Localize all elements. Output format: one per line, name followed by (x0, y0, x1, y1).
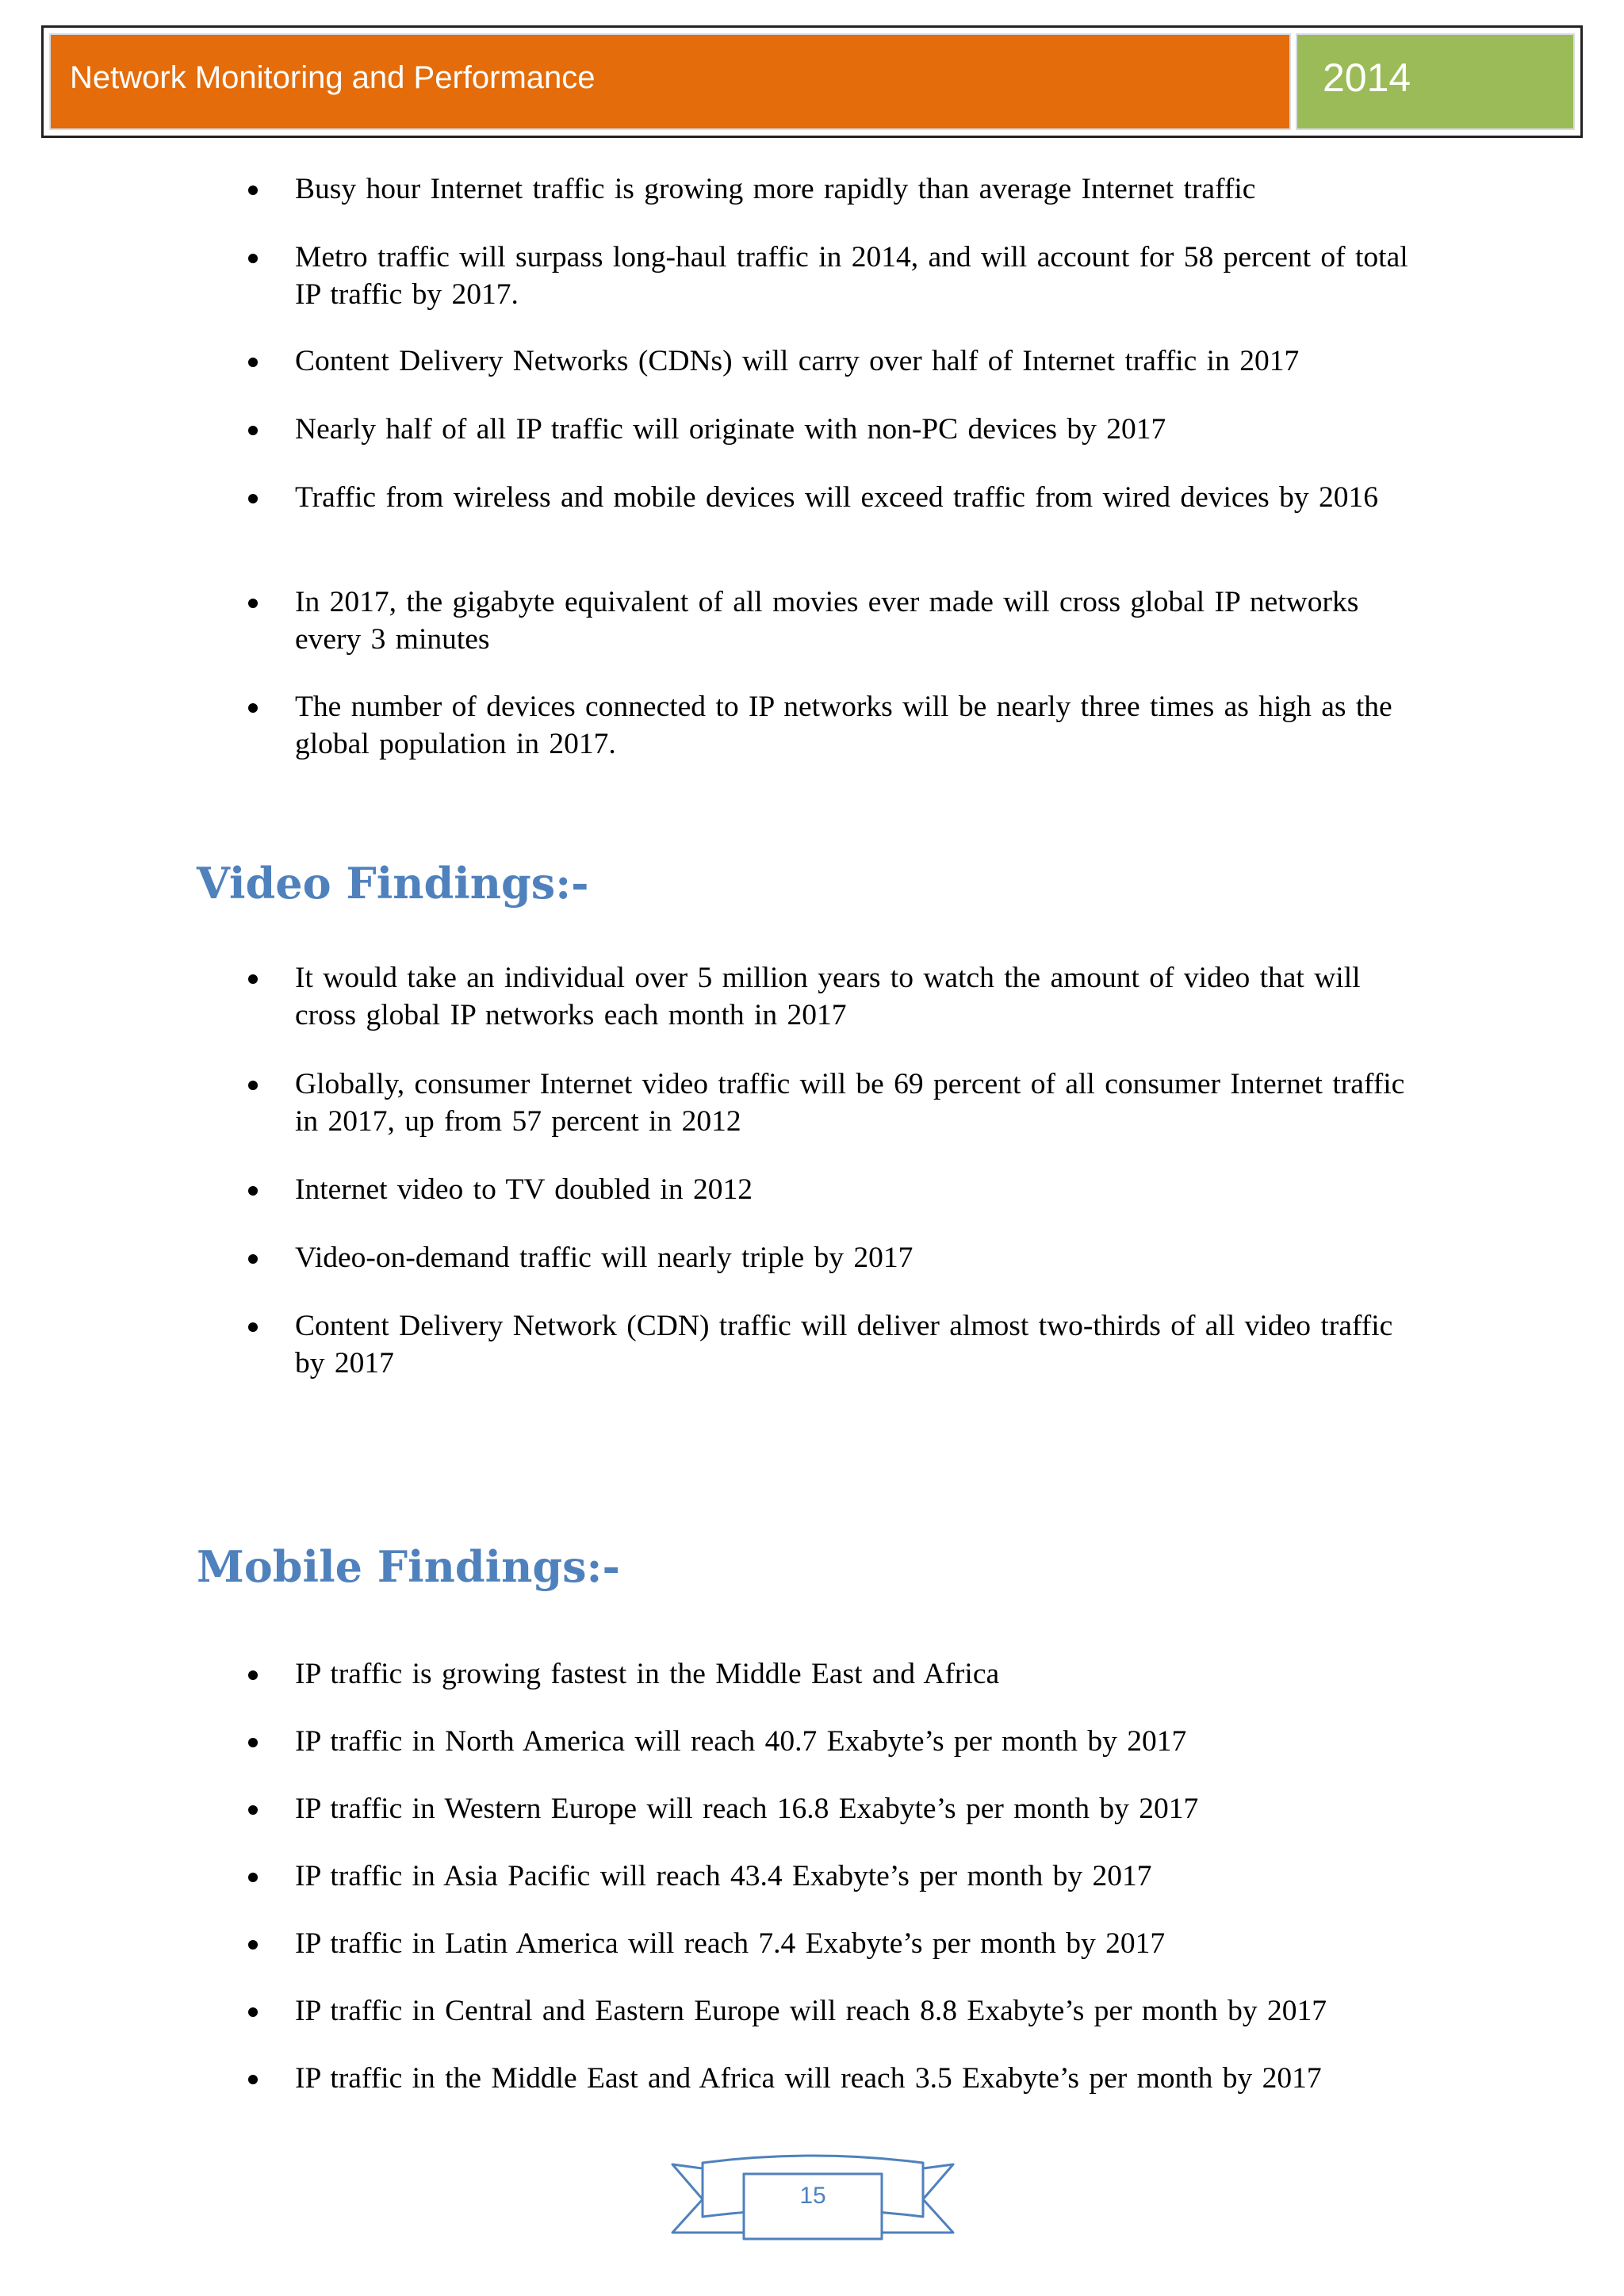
header-year: 2014 (1323, 55, 1411, 100)
list-item: Nearly half of all IP traffic will originate with non-PC devices by 2017 (295, 411, 1429, 448)
list-item: IP traffic in Asia Pacific will reach 43.4 Exabyte’s per month by 2017 (295, 1858, 1429, 1895)
list-item: IP traffic in Latin America will reach 7.4 Exabyte’s per month by 2017 (295, 1925, 1429, 1962)
mobile-findings-heading: Mobile Findings:- (197, 1541, 620, 1592)
list-item: In 2017, the gigabyte equivalent of all movies ever made will cross global IP networks every 3 minutes (295, 584, 1429, 658)
bullet-icon (248, 1805, 258, 1815)
bullet-icon (248, 1254, 258, 1264)
bullet-icon (248, 703, 258, 713)
list-item: IP traffic in North America will reach 40.7 Exabyte’s per month by 2017 (295, 1723, 1429, 1760)
bullet-icon (248, 1186, 258, 1196)
bullet-icon (248, 494, 258, 503)
list-item: Video-on-demand traffic will nearly triple by 2017 (295, 1239, 1429, 1276)
list-item: Globally, consumer Internet video traffic will be 69 percent of all consumer Internet traffic in 2017, up from 57 percent in 2012 (295, 1066, 1429, 1140)
bullet-icon (248, 599, 258, 608)
bullet-icon (248, 1738, 258, 1747)
video-findings-heading: Video Findings:- (197, 858, 589, 909)
list-item: Internet video to TV doubled in 2012 (295, 1171, 1429, 1208)
list-item: IP traffic in the Middle East and Africa will reach 3.5 Exabyte’s per month by 2017 (295, 2060, 1429, 2097)
header-title-bar (49, 33, 1291, 130)
bullet-icon (248, 1940, 258, 1950)
list-item: IP traffic in Central and Eastern Europe will reach 8.8 Exabyte’s per month by 2017 (295, 1992, 1429, 2030)
bullet-icon (248, 974, 258, 984)
bullet-icon (248, 254, 258, 263)
bullet-icon (248, 1081, 258, 1090)
list-item: Busy hour Internet traffic is growing more rapidly than average Internet traffic (295, 170, 1429, 208)
bullet-icon (248, 2007, 258, 2017)
bullet-icon (248, 1670, 258, 1680)
list-item: The number of devices connected to IP networks will be nearly three times as high as the global population in 2017. (295, 688, 1429, 763)
list-item: IP traffic in Western Europe will reach 16.8 Exabyte’s per month by 2017 (295, 1790, 1429, 1827)
list-item: It would take an individual over 5 million years to watch the amount of video that will cross global IP networks each month in 2017 (295, 959, 1429, 1034)
header-year-box (1296, 33, 1575, 130)
list-item: IP traffic is growing fastest in the Middle East and Africa (295, 1655, 1429, 1693)
list-item: Traffic from wireless and mobile devices will exceed traffic from wired devices by 2016 (295, 479, 1429, 516)
bullet-icon (248, 1322, 258, 1332)
list-item: Content Delivery Networks (CDNs) will carry over half of Internet traffic in 2017 (295, 342, 1429, 380)
bullet-icon (248, 1873, 258, 1882)
header-title: Network Monitoring and Performance (70, 60, 596, 95)
bullet-icon (248, 186, 258, 195)
list-item: Content Delivery Network (CDN) traffic will deliver almost two-thirds of all video traffic by 2017 (295, 1307, 1429, 1382)
list-item: Metro traffic will surpass long-haul traffic in 2014, and will account for 58 percent of total IP traffic by 2017. (295, 239, 1429, 313)
page-number: 15 (799, 2183, 826, 2209)
bullet-icon (248, 358, 258, 367)
bullet-icon (248, 2075, 258, 2084)
bullet-icon (248, 426, 258, 435)
